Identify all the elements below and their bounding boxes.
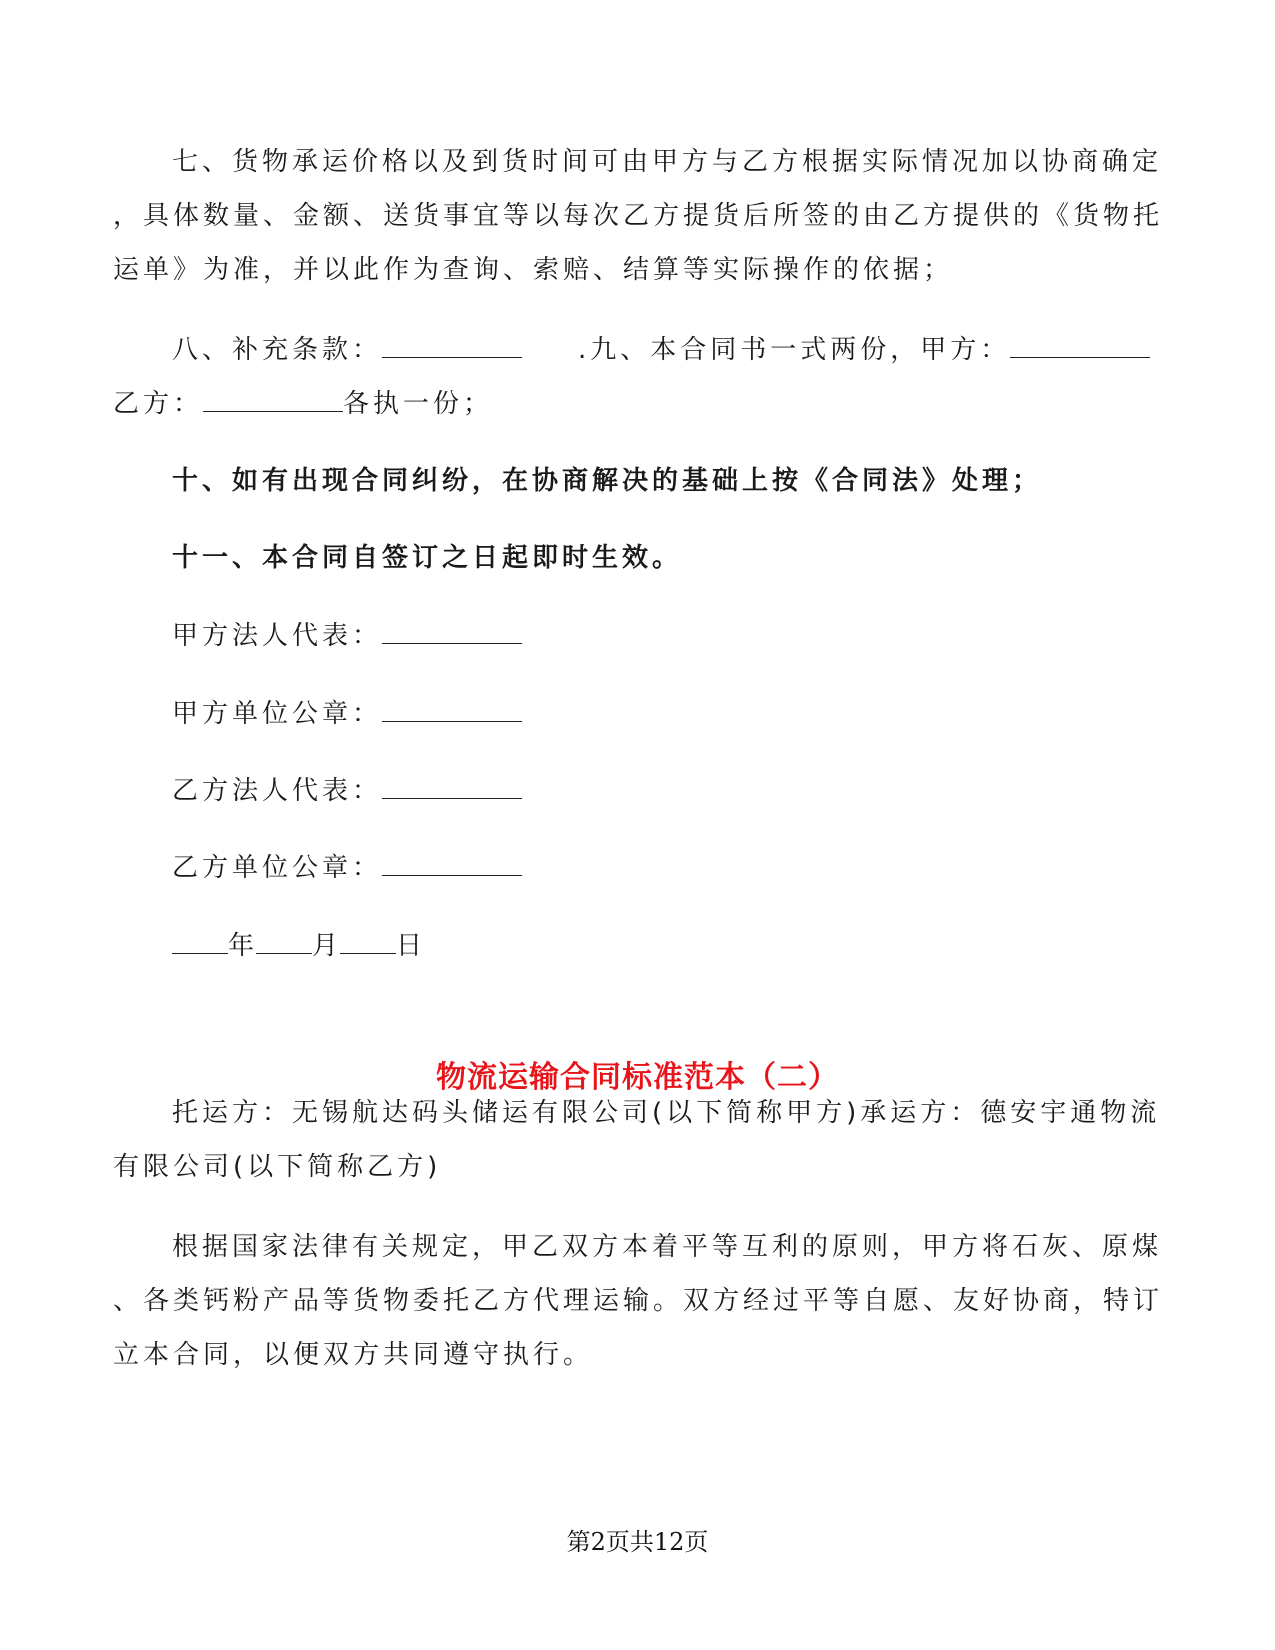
party-a-rep-label: 甲方法人代表： <box>172 621 383 651</box>
clause-8-line-2 <box>113 385 1173 422</box>
clause-8-label: 八、补充条款： <box>172 335 383 365</box>
date-row <box>172 927 1232 964</box>
party-b-seal-label: 乙方单位公章： <box>172 853 383 883</box>
day-label: 日 <box>396 931 425 961</box>
month-blank[interactable] <box>256 927 312 954</box>
party-b-seal-blank[interactable] <box>382 849 522 876</box>
preamble-line-3: 立本合同，以便双方共同遵守执行。 <box>113 1340 594 1370</box>
year-blank[interactable] <box>172 927 228 954</box>
supplement-terms-blank[interactable] <box>382 331 522 358</box>
parties-line-2: 有限公司(以下简称乙方) <box>113 1152 442 1182</box>
party-a-seal-blank[interactable] <box>382 695 522 722</box>
clause-8-line-1 <box>172 331 1232 368</box>
preamble-line-2: 、各类钙粉产品等货物委托乙方代理运输。双方经过平等自愿、友好协商，特订 <box>113 1286 1164 1316</box>
party-a-rep-row <box>172 617 1232 654</box>
clause-9-text: .九、本合同书一式两份，甲方： <box>578 335 1011 365</box>
clause-7-line-2: ，具体数量、金额、送货事宜等以每次乙方提货后所签的由乙方提供的《货物托 <box>113 201 1164 231</box>
party-b-label: 乙方： <box>113 389 204 419</box>
clause-7-line-1: 七、货物承运价格以及到货时间可由甲方与乙方根据实际情况加以协商确定 <box>172 147 1163 177</box>
parties-line-1: 托运方：无锡航达码头储运有限公司(以下简称甲方)承运方：德安宇通物流 <box>172 1098 1161 1128</box>
page-number-footer: 第2页共12页 <box>566 1528 709 1556</box>
party-b-rep-blank[interactable] <box>382 772 522 799</box>
party-a-seal-label: 甲方单位公章： <box>172 699 383 729</box>
party-a-seal-row <box>172 695 1232 732</box>
section-2-title: 物流运输合同标准范本（二） <box>436 1060 839 1095</box>
party-a-rep-blank[interactable] <box>382 617 522 644</box>
each-one-copy-text: 各执一份； <box>343 389 494 419</box>
clause-7-line-3: 运单》为准，并以此作为查询、索赔、结算等实际操作的依据； <box>113 255 954 285</box>
party-b-rep-row <box>172 772 1232 809</box>
preamble-line-1: 根据国家法律有关规定，甲乙双方本着平等互利的原则，甲方将石灰、原煤 <box>172 1232 1163 1262</box>
clause-11: 十一、本合同自签订之日起即时生效。 <box>172 543 683 573</box>
clause-10: 十、如有出现合同纠纷，在协商解决的基础上按《合同法》处理； <box>172 466 1043 496</box>
day-blank[interactable] <box>340 927 396 954</box>
party-b-seal-row <box>172 849 1232 886</box>
party-a-copies-blank[interactable] <box>1010 331 1150 358</box>
month-label: 月 <box>312 931 341 961</box>
party-b-copies-blank[interactable] <box>203 385 343 412</box>
year-label: 年 <box>228 931 257 961</box>
party-b-rep-label: 乙方法人代表： <box>172 776 383 806</box>
